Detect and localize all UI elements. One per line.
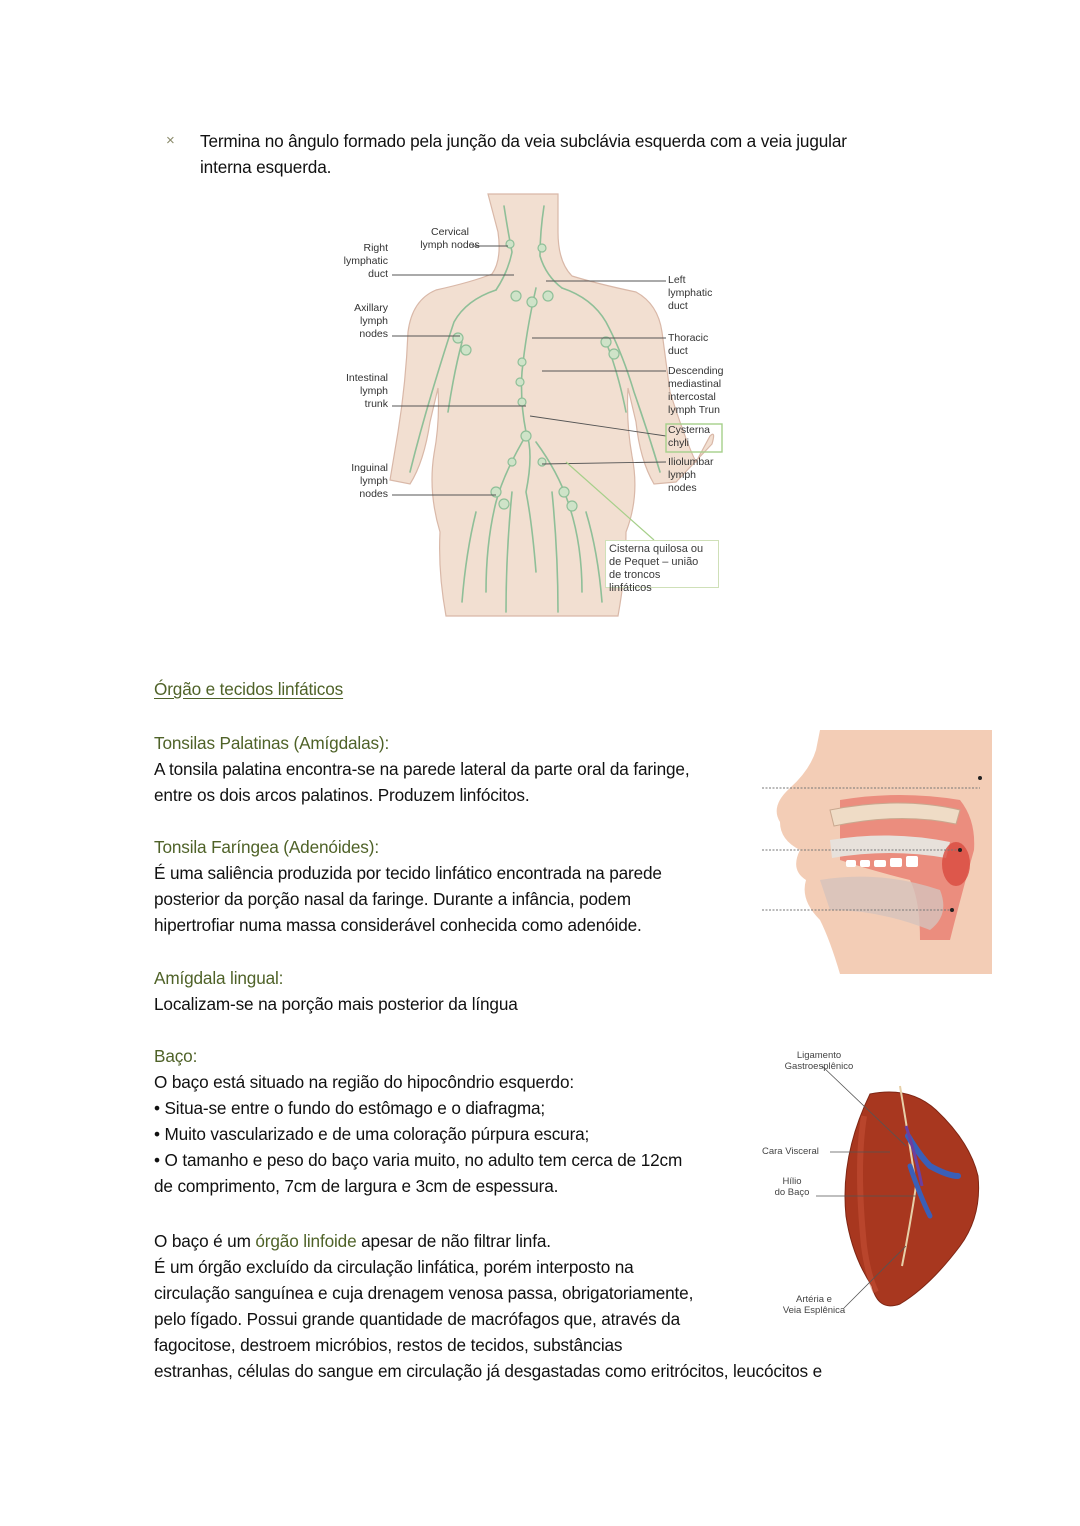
paragraph-line: A tonsila palatina encontra-se na parede lateral da parte oral da faringe, xyxy=(154,759,690,779)
label-thoracic-duct: Thoracic duct xyxy=(668,332,709,357)
paragraph-line: fagocitose, destroem micróbios, restos de tecidos, substâncias xyxy=(154,1335,623,1355)
tonsila-faringea-block xyxy=(154,834,754,938)
baco-bullet: • O tamanho e peso do baço varia muito, no adulto tem cerca de 12cm xyxy=(154,1150,683,1170)
paragraph-line: entre os dois arcos palatinos. Produzem linfócitos. xyxy=(154,785,530,805)
label-intestinal-lymph-trunk: Intestinal lymph trunk xyxy=(345,372,388,410)
paragraph-line: hipertrofiar numa massa considerável conhecida como adenóide. xyxy=(154,915,642,935)
oral-cavity-figure xyxy=(760,730,992,974)
face-section-illustration xyxy=(760,730,992,974)
text-prefix: O baço é um xyxy=(154,1231,256,1251)
paragraph-line: circulação sanguínea e cuja drenagem venosa passa, obrigatoriamente, xyxy=(154,1283,694,1303)
paragraph-line: Localizam-se na porção mais posterior da língua xyxy=(154,994,518,1014)
spleen-figure xyxy=(760,1046,990,1326)
label-hilio-do-baco: Hílio do Baço xyxy=(774,1176,810,1198)
label-arteria-veia-esplenica: Artéria e Veia Esplênica xyxy=(782,1294,846,1316)
text-suffix: apesar de não filtrar linfa. xyxy=(356,1231,551,1251)
label-right-lymphatic-duct: Right lymphatic duct xyxy=(343,242,388,280)
label-inguinal-lymph-nodes: Inguinal lymph nodes xyxy=(351,462,388,500)
label-axillary-lymph-nodes: Axillary lymph nodes xyxy=(354,302,388,340)
paragraph-line: É uma saliência produzida por tecido linfático encontrada na parede xyxy=(154,863,662,883)
orgao-linfoide-highlight: órgão linfoide xyxy=(255,1231,357,1251)
tonsila-faringea-heading: Tonsila Faríngea (Adenóides): xyxy=(154,837,379,857)
x-bullet-icon: × xyxy=(166,132,175,149)
label-cara-visceral: Cara Visceral xyxy=(762,1146,819,1157)
section-title: Órgão e tecidos linfáticos xyxy=(154,679,344,699)
tonsilas-palatinas-heading: Tonsilas Palatinas (Amígdalas): xyxy=(154,733,390,753)
paragraph-line: posterior da porção nasal da faringe. Durante a infância, podem xyxy=(154,889,631,909)
label-iliolumbar-lymph-nodes: Iliolumbar lymph nodes xyxy=(668,456,714,494)
label-left-lymphatic-duct: Left lymphatic duct xyxy=(668,274,713,312)
baco-bullet-continuation: de comprimento, 7cm de largura e 3cm de espessura. xyxy=(154,1176,559,1196)
label-cysterna-chyli: Cysterna chyli xyxy=(668,424,711,449)
label-descending-mediastinal: Descending mediastinal intercostal lymph Trun xyxy=(668,365,724,416)
paragraph-line: É um órgão excluído da circulação linfática, porém interposto na xyxy=(154,1257,634,1277)
label-ligamento-gastroesplenico: Ligamento Gastroesplênico xyxy=(784,1050,854,1072)
baco-heading: Baço: xyxy=(154,1046,198,1066)
cisterna-quilosa-callout: Cisterna quilosa ou de Pequet – união de troncos linfáticos xyxy=(605,540,719,588)
baco-bullet: • Muito vascularizado e de uma coloração púrpura escura; xyxy=(154,1124,590,1144)
tonsilas-palatinas-block xyxy=(154,730,754,808)
baco-block xyxy=(154,1043,754,1199)
amigdala-lingual-block xyxy=(154,965,754,1017)
paragraph-line: estranhas, células do sangue em circulação já desgastadas como eritrócitos, leucócitos e xyxy=(154,1361,822,1381)
label-cervical-lymph-nodes: Cervical lymph nodes xyxy=(420,226,480,251)
paragraph-line: pelo fígado. Possui grande quantidade de macrófagos que, através da xyxy=(154,1309,681,1329)
baco-intro: O baço está situado na região do hipocôndrio esquerdo: xyxy=(154,1072,574,1092)
intro-bullet-text xyxy=(200,128,930,180)
intro-line-2: interna esquerda. xyxy=(200,157,332,177)
amigdala-lingual-heading: Amígdala lingual: xyxy=(154,968,284,988)
intro-line-1: Termina no ângulo formado pela junção da veia subclávia esquerda com a veia jugular xyxy=(200,131,847,151)
baco-bullet: • Situa-se entre o fundo do estômago e o diafragma; xyxy=(154,1098,546,1118)
